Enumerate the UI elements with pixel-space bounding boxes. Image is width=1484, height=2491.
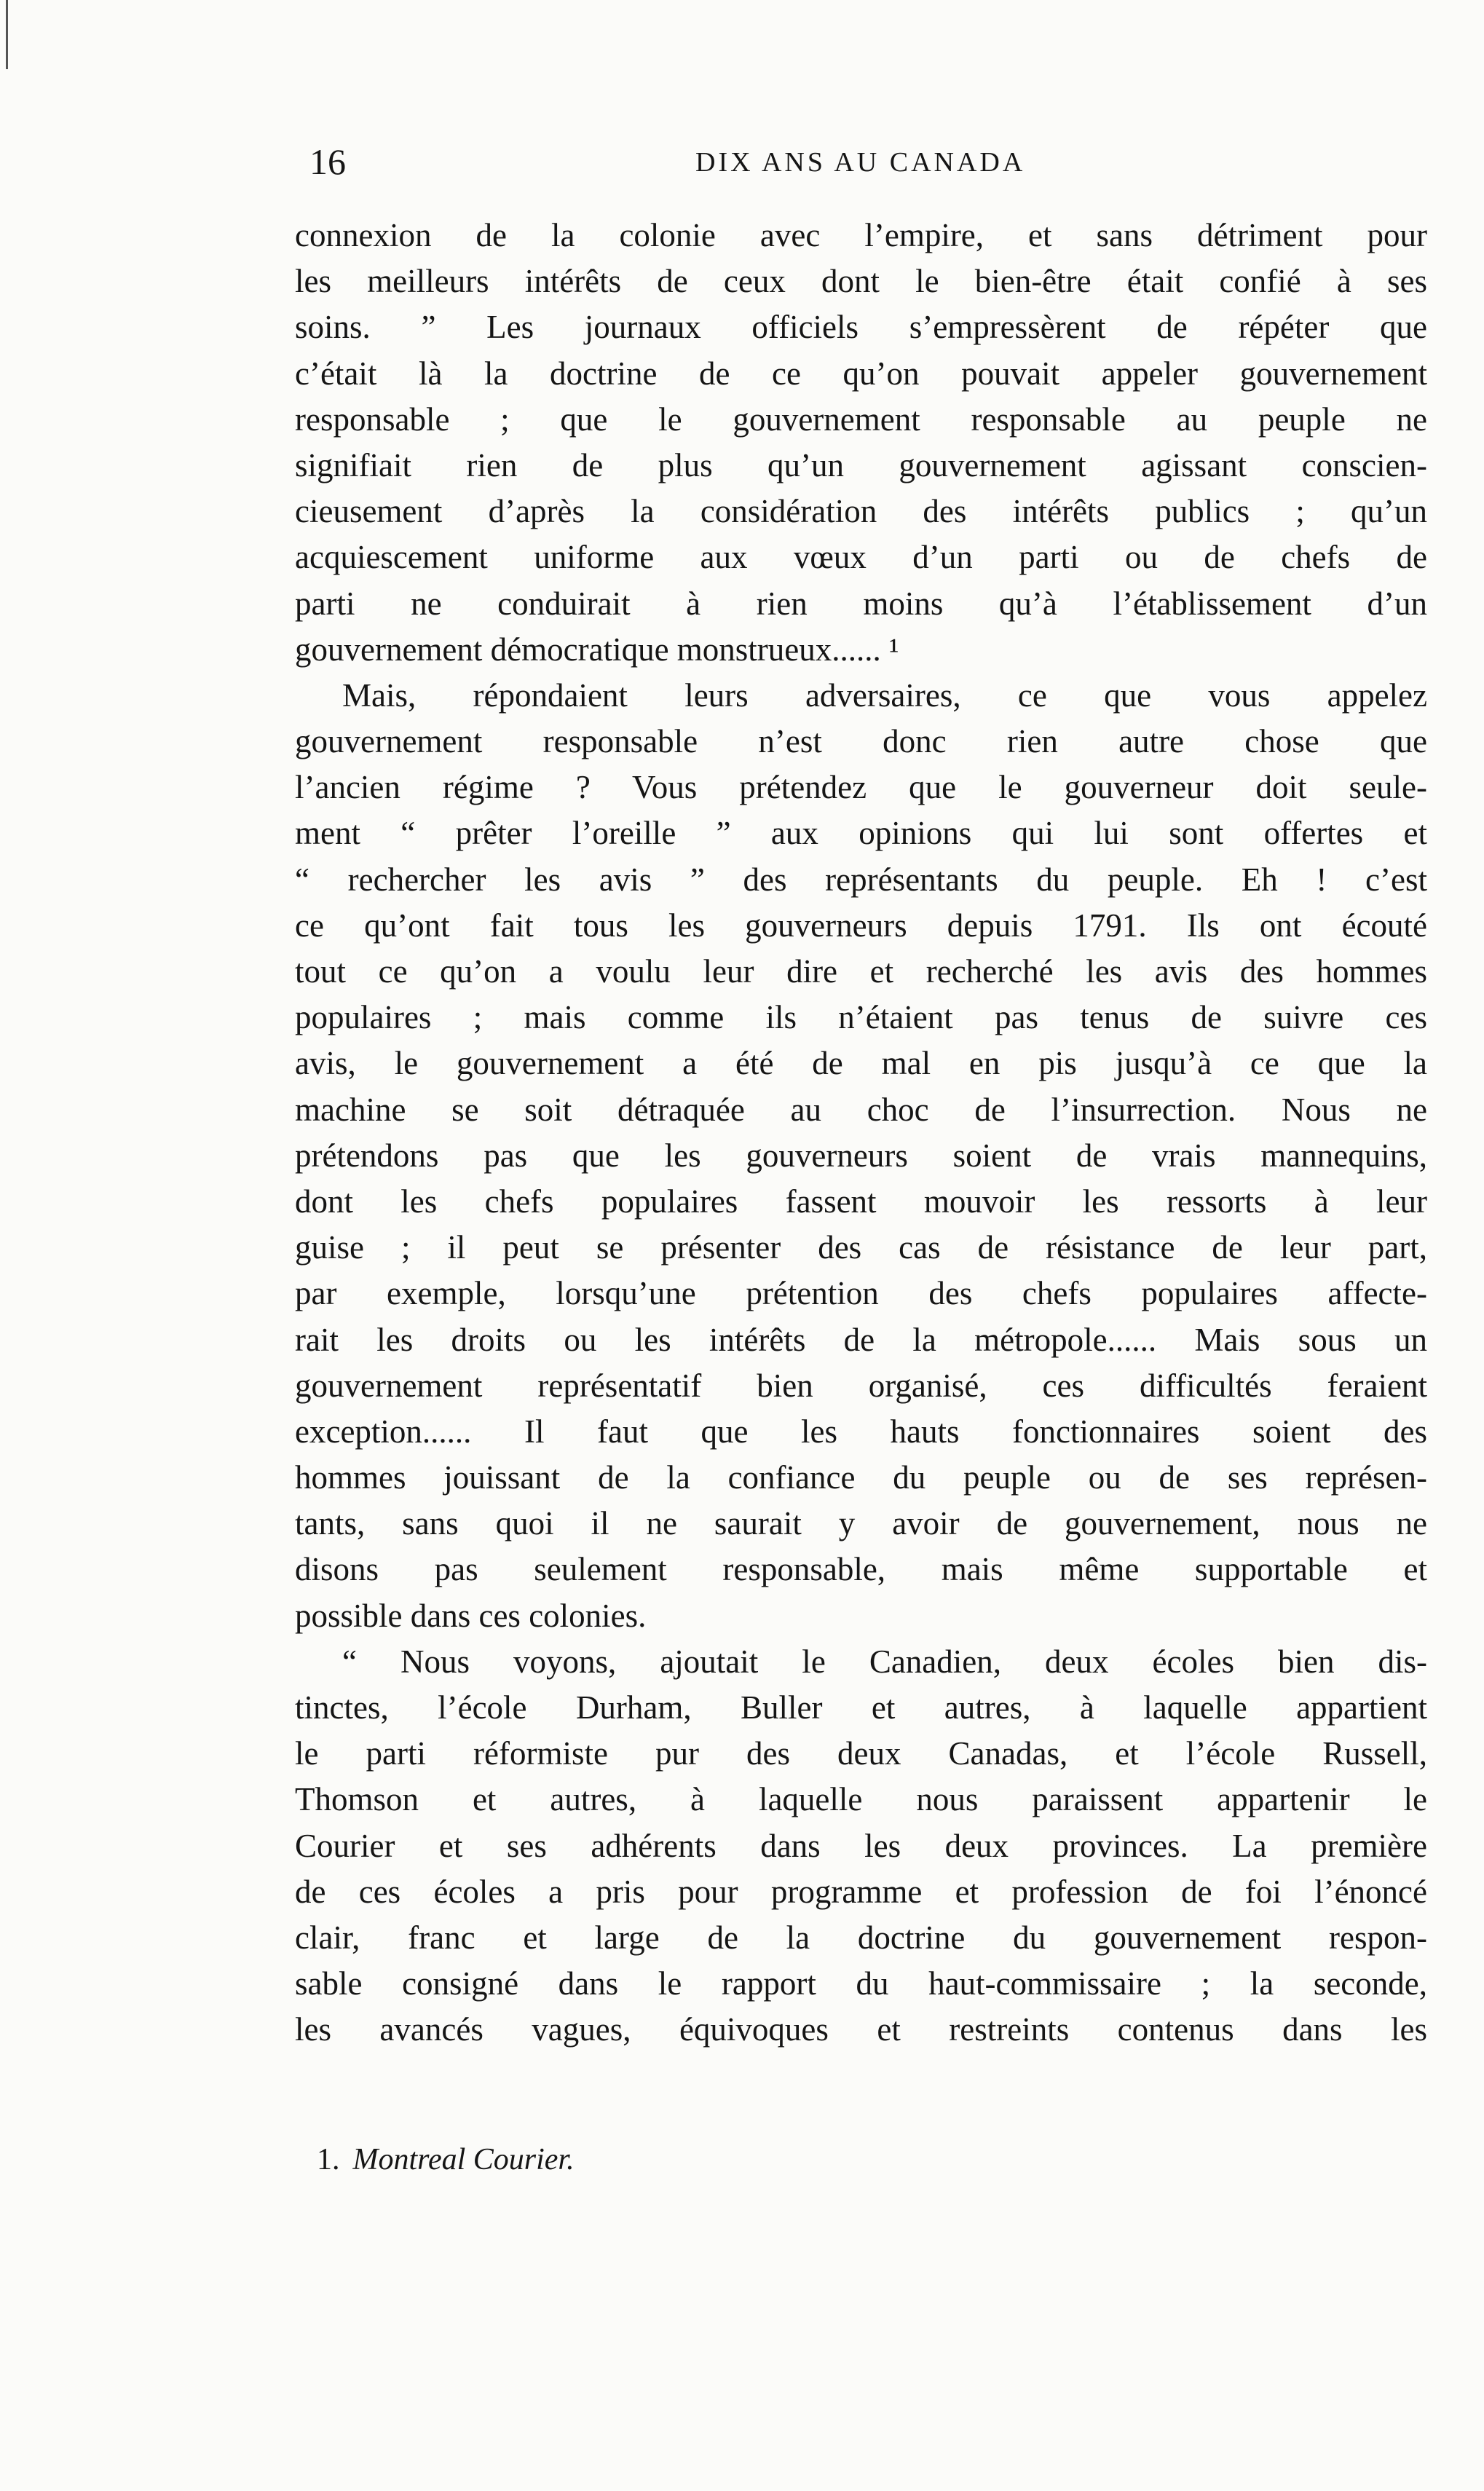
scan-edge-mark [6, 0, 8, 69]
text-line: hommes jouissant de la confiance du peuple ou de ses représen- [295, 1459, 1427, 1496]
text-line: sable consigné dans le rapport du haut-commissaire ; la seconde, [295, 1965, 1427, 2002]
page-number: 16 [309, 141, 346, 182]
text-line: “ rechercher les avis ” des représentants du peuple. Eh ! c’est [295, 861, 1427, 898]
text-line: les avancés vagues, équivoques et restreints contenus dans les [295, 2011, 1427, 2048]
text-line: soins. ” Les journaux officiels s’empressèrent de répéter que [295, 309, 1427, 346]
running-title: DIX ANS AU CANADA [695, 147, 1026, 178]
text-line: disons pas seulement responsable, mais même supportable et [295, 1551, 1427, 1588]
text-line: tants, sans quoi il ne saurait y avoir de gouvernement, nous ne [295, 1505, 1427, 1542]
text-line: de ces écoles a pris pour programme et profession de foi l’énoncé [295, 1873, 1427, 1910]
text-line: par exemple, lorsqu’une prétention des chefs populaires affecte- [295, 1275, 1427, 1312]
text-line: les meilleurs intérêts de ceux dont le bien-être était confié à ses [295, 263, 1427, 300]
text-line: Courier et ses adhérents dans les deux provinces. La première [295, 1827, 1427, 1864]
body-text [295, 213, 1427, 2053]
text-line: possible dans ces colonies. [295, 1597, 647, 1634]
text-line: Thomson et autres, à laquelle nous paraissent appartenir le [295, 1781, 1427, 1818]
text-line: “ Nous voyons, ajoutait le Canadien, deux écoles bien dis- [342, 1643, 1427, 1680]
page-header [309, 141, 1431, 184]
text-line: ce qu’ont fait tous les gouverneurs depuis 1791. Ils ont écouté [295, 907, 1427, 944]
text-line: l’ancien régime ? Vous prétendez que le gouverneur doit seule- [295, 769, 1427, 806]
text-line: signifiait rien de plus qu’un gouvernement agissant conscien- [295, 446, 1427, 483]
text-line: gouvernement démocratique monstrueux...... ¹ [295, 631, 899, 668]
footnote-number: 1. [317, 2143, 340, 2176]
text-line: acquiescement uniforme aux vœux d’un parti ou de chefs de [295, 539, 1427, 576]
text-line: cieusement d’après la considération des intérêts publics ; qu’un [295, 493, 1427, 530]
text-line: Mais, répondaient leurs adversaires, ce que vous appelez [342, 676, 1427, 714]
text-line: le parti réformiste pur des deux Canadas, et l’école Russell, [295, 1735, 1427, 1772]
text-line: connexion de la colonie avec l’empire, et sans détriment pour [295, 217, 1427, 253]
text-line: exception...... Il faut que les hauts fonctionnaires soient des [295, 1413, 1427, 1450]
text-line: c’était là la doctrine de ce qu’on pouvait appeler gouvernement [295, 355, 1427, 392]
text-line: ment “ prêter l’oreille ” aux opinions qui lui sont offertes et [295, 815, 1427, 852]
text-line: guise ; il peut se présenter des cas de résistance de leur part, [295, 1229, 1427, 1266]
text-line: gouvernement représentatif bien organisé, ces difficultés feraient [295, 1367, 1427, 1404]
footnote [317, 2142, 575, 2177]
text-line: machine se soit détraquée au choc de l’insurrection. Nous ne [295, 1091, 1427, 1128]
text-line: prétendons pas que les gouverneurs soient de vrais mannequins, [295, 1137, 1427, 1174]
text-line: tout ce qu’on a voulu leur dire et recherché les avis des hommes [295, 953, 1427, 990]
text-line: tinctes, l’école Durham, Buller et autres, à laquelle appartient [295, 1689, 1427, 1726]
text-line: dont les chefs populaires fassent mouvoir les ressorts à leur [295, 1183, 1427, 1220]
text-line: gouvernement responsable n’est donc rien autre chose que [295, 723, 1427, 760]
text-line: clair, franc et large de la doctrine du gouvernement respon- [295, 1919, 1427, 1956]
text-line: parti ne conduirait à rien moins qu’à l’établissement d’un [295, 585, 1427, 622]
text-line: populaires ; mais comme ils n’étaient pas tenus de suivre ces [295, 999, 1427, 1036]
text-line: avis, le gouvernement a été de mal en pis jusqu’à ce que la [295, 1045, 1427, 1082]
footnote-text: Montreal Courier. [352, 2143, 575, 2176]
text-line: responsable ; que le gouvernement responsable au peuple ne [295, 400, 1427, 438]
text-line: rait les droits ou les intérêts de la métropole...... Mais sous un [295, 1321, 1427, 1358]
